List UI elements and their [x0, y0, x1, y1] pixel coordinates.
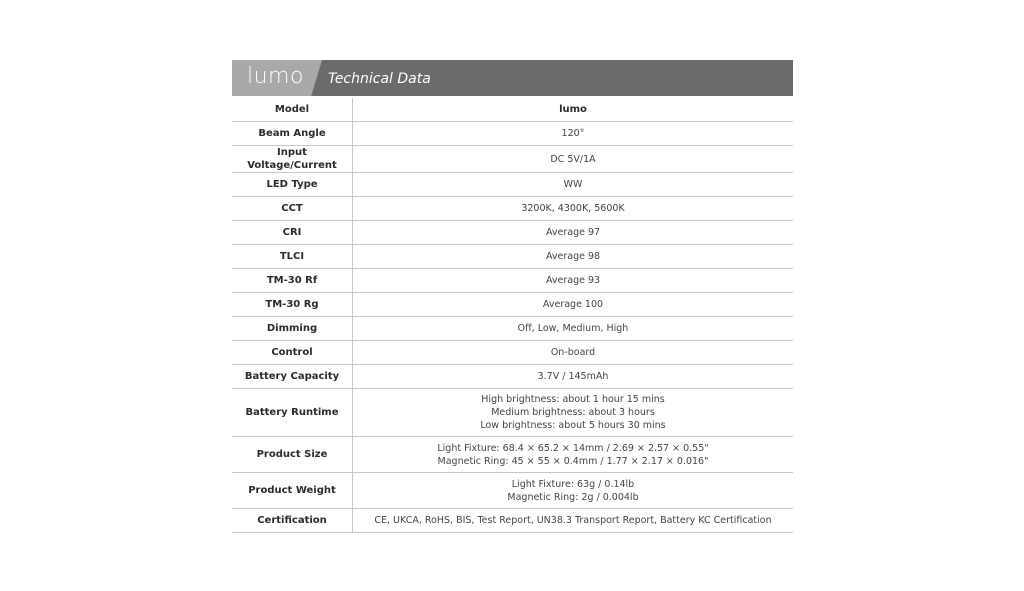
spec-value-line: 3.7V / 145mAh: [537, 371, 609, 382]
table-row: [232, 437, 793, 473]
spec-value-line: CE, UKCA, RoHS, BIS, Test Report, UN38.3 Transport Report, Battery KC Certification: [374, 515, 772, 526]
spec-label: Product Size: [232, 437, 353, 473]
spec-label: Model: [232, 98, 353, 122]
table-row: [232, 221, 793, 245]
spec-label: Battery Capacity: [232, 365, 353, 389]
table-row: [232, 293, 793, 317]
spec-value-line: Average 98: [545, 251, 601, 262]
spec-label: LED Type: [232, 173, 353, 197]
spec-label: CRI: [232, 221, 353, 245]
spec-value: [353, 509, 794, 533]
spec-value: [353, 269, 794, 293]
spec-value: [353, 122, 794, 146]
spec-label: Dimming: [232, 317, 353, 341]
spec-value-line: Light Fixture: 68.4 × 65.2 × 14mm / 2.69 × 2.57 × 0.55": [437, 442, 709, 454]
spec-value: [353, 146, 794, 173]
spec-value-line: Magnetic Ring: 45 × 55 × 0.4mm / 1.77 × 2.17 × 0.016": [437, 455, 709, 467]
spec-value-line: Average 93: [545, 275, 601, 286]
spec-value-line: Magnetic Ring: 2g / 0.004lb: [507, 491, 639, 503]
table-row: [232, 509, 793, 533]
spec-value-line: Average 97: [545, 227, 601, 238]
spec-label: Certification: [232, 509, 353, 533]
table-row: [232, 245, 793, 269]
spec-value: [353, 293, 794, 317]
spec-value: [353, 98, 794, 122]
spec-value: [353, 473, 794, 509]
table-row: [232, 146, 793, 173]
table-row: [232, 365, 793, 389]
spec-label: CCT: [232, 197, 353, 221]
spec-label: TM-30 Rg: [232, 293, 353, 317]
spec-value-line: Off, Low, Medium, High: [517, 323, 629, 334]
spec-value-line: Low brightness: about 5 hours 30 mins: [480, 420, 666, 431]
table-row: [232, 317, 793, 341]
spec-label: TM-30 Rf: [232, 269, 353, 293]
spec-value-line: On-board: [550, 347, 596, 358]
spec-value-line: High brightness: about 1 hour 15 mins: [481, 394, 665, 405]
header-banner: [232, 60, 793, 96]
spec-label: Product Weight: [232, 473, 353, 509]
spec-value-line: 120°: [561, 128, 585, 139]
spec-label: Battery Runtime: [232, 389, 353, 437]
spec-value: [353, 173, 794, 197]
section-title: Technical Data: [328, 71, 431, 87]
table-row: [232, 269, 793, 293]
spec-value: [353, 245, 794, 269]
spec-value: [353, 437, 794, 473]
table-row: [232, 389, 793, 437]
spec-value: [353, 341, 794, 365]
spec-label: Control: [232, 341, 353, 365]
spec-value-line: lumo: [559, 104, 587, 115]
spec-value: [353, 317, 794, 341]
spec-label: Input Voltage/Current: [232, 146, 353, 173]
spec-value: [353, 389, 794, 437]
spec-label: TLCI: [232, 245, 353, 269]
spec-value: [353, 197, 794, 221]
spec-value: [353, 365, 794, 389]
technical-data-sheet: [232, 60, 793, 533]
spec-value-line: WW: [563, 179, 583, 190]
table-row: [232, 473, 793, 509]
brand-logo: lumo: [247, 64, 304, 89]
table-row: [232, 122, 793, 146]
spec-value-line: DC 5V/1A: [550, 153, 596, 165]
spec-value: [353, 221, 794, 245]
table-row: [232, 173, 793, 197]
spec-value-line: Medium brightness: about 3 hours: [491, 407, 655, 418]
spec-value-line: 3200K, 4300K, 5600K: [521, 203, 625, 214]
spec-label: Beam Angle: [232, 122, 353, 146]
spec-value-line: Average 100: [542, 299, 604, 310]
table-row: [232, 197, 793, 221]
table-row: [232, 98, 793, 122]
table-row: [232, 341, 793, 365]
spec-table: [232, 98, 793, 533]
spec-value-line: Light Fixture: 63g / 0.14lb: [511, 478, 635, 490]
